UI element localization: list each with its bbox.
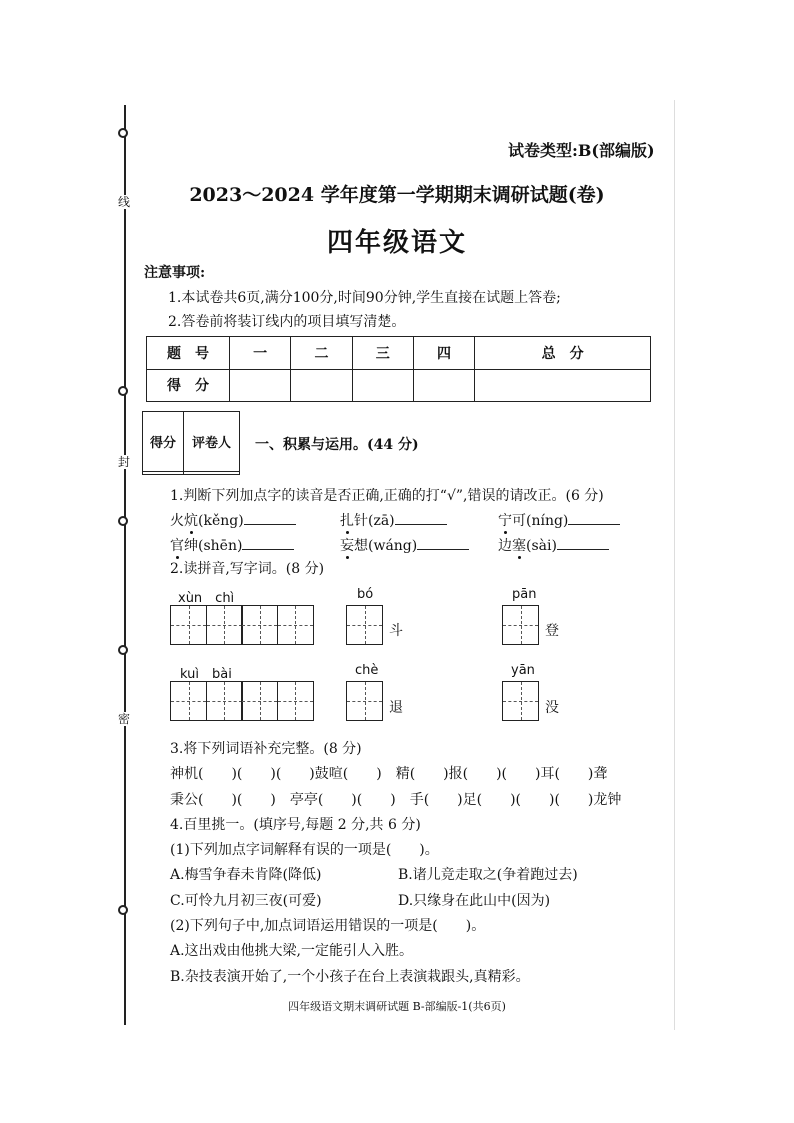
section-title: 一、积累与运用。(44 分) [255, 437, 419, 453]
q4-option: D.只缘身在此山中(因为) [398, 893, 551, 909]
q4-sub-question: (2)下列句子中,加点词语运用错误的一项是( )。 [170, 918, 486, 934]
q4-option: A.这出戏由他挑大梁,一定能引人入胜。 [170, 943, 414, 959]
q4-option: A.梅雪争春未肯降(降低) [170, 867, 322, 883]
pinyin-label: chè [355, 663, 379, 678]
suffix-char: 登 [545, 623, 559, 639]
q1-item: 宁可(níng) [498, 510, 620, 530]
answer-blank[interactable] [568, 524, 620, 525]
binding-hole [118, 128, 128, 138]
answer-blank[interactable] [395, 524, 447, 525]
q4-option: B.杂技表演开始了,一个小孩子在台上表演栽跟头,真精彩。 [170, 969, 530, 985]
grader-score-label: 得分 [143, 412, 184, 472]
score-table [146, 336, 651, 402]
answer-blank[interactable] [557, 549, 609, 550]
answer-blank[interactable] [417, 549, 469, 550]
score-header: 题 号 [147, 337, 230, 370]
answer-blank[interactable] [244, 524, 296, 525]
paper-type: 试卷类型:B(部编版) [508, 141, 655, 160]
binding-hole [118, 516, 128, 526]
score-cell[interactable] [475, 369, 651, 402]
binding-hole [118, 905, 128, 915]
answer-blank[interactable] [242, 549, 294, 550]
note-item: 2.答卷前将装订线内的项目填写清楚。 [168, 314, 406, 330]
q4-option: C.可怜九月初三夜(可爱) [170, 893, 322, 909]
binding-hole [118, 645, 128, 655]
q1-item: 火炕(kěng) [170, 510, 296, 530]
note-item: 1.本试卷共6页,满分100分,时间90分钟,学生直接在试题上答卷; [168, 290, 561, 306]
binding-char: 线 [117, 195, 130, 209]
writing-box-group[interactable] [502, 605, 538, 645]
score-header: 二 [291, 337, 352, 370]
q4-option: B.诸儿竞走取之(争着跑过去) [398, 867, 578, 883]
pinyin-label: bó [357, 587, 374, 602]
q1-item: 扎针(zā) [340, 510, 447, 530]
pinyin-label: kuì bài [180, 667, 232, 682]
q1-prompt: 1.判断下列加点字的读音是否正确,正确的打“√”,错误的请改正。(6 分) [170, 488, 604, 504]
suffix-char: 没 [545, 700, 559, 716]
score-cell[interactable] [352, 369, 413, 402]
q4-prompt: 4.百里挑一。(填序号,每题 2 分,共 6 分) [170, 817, 421, 833]
binding-char: 密 [117, 712, 130, 726]
writing-box-group[interactable] [346, 605, 382, 645]
score-header: 三 [352, 337, 413, 370]
writing-box-group[interactable] [170, 681, 312, 721]
notes-heading: 注意事项: [144, 265, 206, 281]
exam-title: 2023～2024 学年度第一学期期末调研试题(卷) [189, 184, 605, 206]
q1-item: 妄想(wáng) [340, 535, 469, 555]
grader-table [142, 411, 240, 475]
score-header: 总 分 [475, 337, 651, 370]
writing-box-group[interactable] [170, 605, 312, 645]
q1-item: 边塞(sài) [498, 535, 609, 555]
suffix-char: 斗 [389, 623, 403, 639]
score-cell[interactable] [230, 369, 291, 402]
page-footer: 四年级语文期末调研试题 B-部编版-1(共6页) [288, 1000, 506, 1013]
score-cell[interactable] [291, 369, 352, 402]
q1-item: 官绅(shēn) [170, 535, 294, 555]
binding-char: 封 [117, 455, 130, 469]
score-header: 四 [413, 337, 474, 370]
grader-name-cell[interactable] [184, 472, 240, 475]
score-header: 一 [230, 337, 291, 370]
writing-box-group[interactable] [346, 681, 382, 721]
q3-prompt: 3.将下列词语补充完整。(8 分) [170, 741, 362, 757]
grader-name-label: 评卷人 [184, 412, 240, 472]
writing-box-group[interactable] [502, 681, 538, 721]
score-row-label: 得 分 [147, 369, 230, 402]
q3-line: 神机( )( )( )鼓喧( ) 精( )报( )( )耳( )聋 [170, 766, 608, 782]
score-cell[interactable] [413, 369, 474, 402]
pinyin-label: xùn chì [178, 591, 235, 606]
suffix-char: 退 [389, 700, 403, 716]
pinyin-label: pān [512, 587, 537, 602]
q3-line: 秉公( )( ) 亭亭( )( ) 手( )足( )( )( )龙钟 [170, 792, 622, 808]
q2-prompt: 2.读拼音,写字词。(8 分) [170, 561, 325, 577]
grader-score-cell[interactable] [143, 472, 184, 475]
binding-hole [118, 386, 128, 396]
q4-sub-question: (1)下列加点字词解释有误的一项是( )。 [170, 842, 439, 858]
pinyin-label: yān [511, 663, 535, 678]
subject-title: 四年级语文 [326, 228, 467, 258]
